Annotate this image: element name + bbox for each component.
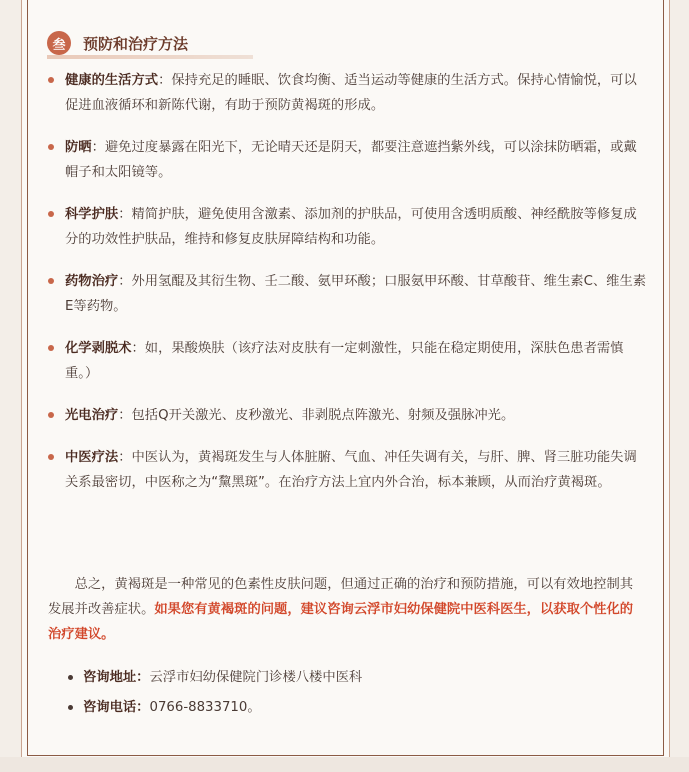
- contact-phone: [68, 693, 628, 723]
- bullet-dot: [48, 412, 54, 418]
- section-title: 预防和治疗方法: [83, 34, 189, 53]
- item-text: ：精简护肤，避免使用含激素、添加剂的护肤品，可使用含透明质酸、神经酰胺等修复成分的功效性护肤品，维持和修复皮肤屏障结构和功能。: [65, 207, 637, 247]
- bullet-dot: [68, 675, 73, 680]
- list-item: [48, 135, 648, 185]
- contact-label: 咨询地址：: [83, 670, 150, 685]
- list-item: [48, 336, 648, 386]
- item-text: ：保持充足的睡眠、饮食均衡、适当运动等健康的生活方式。保持心情愉悦，可以促进血液循环和新陈代谢，有助于预防黄褐斑的形成。: [65, 73, 637, 113]
- list-item: [48, 403, 648, 428]
- bullet-dot: [48, 144, 54, 150]
- summary-highlight: 如果您有黄褐斑的问题，建议咨询云浮市妇幼保健院中医科医生，以获取个性化的治疗建议。: [48, 602, 634, 642]
- contact-value: 云浮市妇幼保健院门诊楼八楼中医科: [149, 670, 363, 685]
- list-item: [48, 202, 648, 252]
- method-list: [48, 68, 648, 512]
- bullet-dot: [48, 345, 54, 351]
- bullet-dot: [48, 278, 54, 284]
- heading-underline: [47, 55, 253, 59]
- list-item: [48, 445, 648, 495]
- item-title: 化学剥脱术: [65, 341, 132, 356]
- contact-value: 0766-8833710。: [149, 700, 261, 715]
- item-text: ：外用氢醌及其衍生物、壬二酸、氨甲环酸；口服氨甲环酸、甘草酸苷、维生素C、维生素E等药物。: [65, 274, 647, 314]
- item-text: ：如，果酸焕肤（该疗法对皮肤有一定刺激性，只能在稳定期使用，深肤色患者需慎重。）: [65, 341, 624, 381]
- summary-text: 总之，黄褐斑是一种常见的色素性皮肤问题，但通过正确的治疗和预防措施，可以有效地控制其发展并改善症状。: [48, 577, 634, 617]
- bottom-strip: [0, 757, 689, 772]
- item-title: 药物治疗: [65, 274, 119, 289]
- contact-address: [68, 663, 628, 693]
- list-item: [48, 269, 648, 319]
- item-text: ：包括Q开关激光、皮秒激光、非剥脱点阵激光、射频及强脉冲光。: [118, 408, 515, 423]
- item-title: 光电治疗: [65, 408, 119, 423]
- bullet-dot: [68, 705, 73, 710]
- item-title: 中医疗法: [65, 450, 119, 465]
- item-title: 防晒: [65, 140, 92, 155]
- summary-paragraph: [48, 572, 645, 647]
- item-text: ：避免过度暴露在阳光下，无论晴天还是阴天，都要注意遮挡紫外线，可以涂抹防晒霜，或戴帽子和太阳镜等。: [65, 140, 637, 180]
- item-title: 科学护肤: [65, 207, 119, 222]
- bullet-dot: [48, 454, 54, 460]
- bullet-dot: [48, 77, 54, 83]
- section-heading: [47, 28, 188, 58]
- section-number-badge: 叁: [47, 31, 71, 55]
- bullet-dot: [48, 211, 54, 217]
- item-title: 健康的生活方式: [65, 73, 159, 88]
- contact-list: [68, 663, 628, 723]
- item-text: ：中医认为，黄褐斑发生与人体脏腑、气血、冲任失调有关，与肝、脾、肾三脏功能失调关系最密切，中医称之为“黧黑斑”。在治疗方法上宜内外合治，标本兼顾，从而治疗黄褐斑。: [65, 450, 637, 490]
- contact-label: 咨询电话：: [83, 700, 150, 715]
- list-item: [48, 68, 648, 118]
